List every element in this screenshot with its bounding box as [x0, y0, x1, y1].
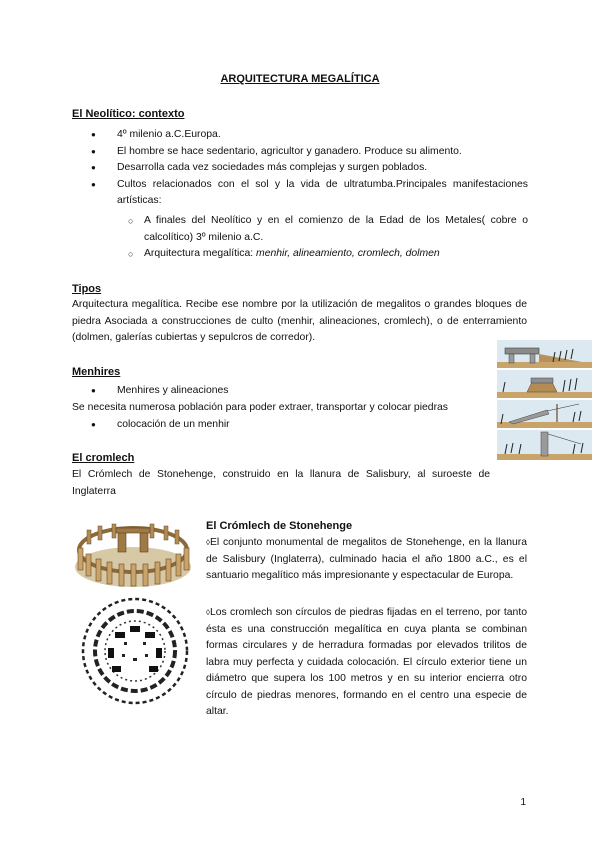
menhires-text: Se necesita numerosa población para poder extraer, transportar y colocar piedras [72, 402, 449, 413]
stonehenge-illustration [72, 512, 194, 592]
neolitico-sub-bullets [128, 213, 528, 263]
section-heading-cromlech: El cromlech [72, 452, 135, 464]
stonehenge-heading: El Crómlech de Stonehenge [206, 520, 353, 532]
menhir-placement-illustration [497, 340, 592, 460]
section-heading-tipos: Tipos [72, 283, 102, 295]
list-item: ● Cultos relacionados con el sol y la vida de ultratumba.Principales manifestaciones artísticas: [91, 177, 528, 210]
diamond-icon: ◊ [206, 608, 210, 617]
stonehenge-plan-illustration [80, 596, 190, 706]
list-item: ○ A finales del Neolítico y en el comienzo de la Edad de los Metales( cobre o calcolítico) 3º milenio a.C. [128, 213, 528, 246]
list-item: ● colocación de un menhir [91, 417, 391, 434]
sub-bullet-label: Arquitectura megalítica: [144, 248, 257, 259]
section-heading-neolitico: El Neolítico: contexto [72, 108, 185, 120]
paragraph-text: El conjunto monumental de megalitos de Stonehenge, en la llanura de Salisbury (Inglaterra), culminado hacia el año 1800 a.C., es el santuario megalítico más impresionante y espectacular de Europa. [206, 537, 527, 581]
paragraph-text: Los cromlech son círculos de piedras fijadas en el terreno, por tanto ésta es una construcción megalítica en cuya planta se combinan formas circulares y de herradura formadas por elevados trilitos de labra muy perfecta y cuidada colocación. El círculo exterior tiene un diámetro que supera los 100 metros y en su interior encierra otro círculo de piedras menores, formando en el centro una especie de altar. [206, 607, 527, 717]
stonehenge-paragraph-1 [206, 535, 527, 585]
list-item: ● Desarrolla cada vez sociedades más complejas y surgen poblados. [91, 160, 528, 177]
page-number: 1 [520, 797, 526, 808]
list-item: ● El hombre se hace sedentario, agricultor y ganadero. Produce su alimento. [91, 144, 528, 161]
sub-bullet-italic: menhir, alineamiento, cromlech, dolmen [256, 248, 440, 259]
neolitico-bullets [91, 127, 528, 210]
menhires-bullet-2 [91, 417, 391, 434]
page-title: ARQUITECTURA MEGALÍTICA [220, 73, 380, 85]
cromlech-text: El Crómlech de Stonehenge, construido en la llanura de Salisbury, al suroeste de Inglaterra [72, 469, 490, 497]
stonehenge-paragraph-2 [206, 605, 527, 721]
menhires-bullet-1 [91, 383, 391, 400]
list-item: ● 4º milenio a.C.Europa. [91, 127, 528, 144]
list-item: ● Menhires y alineaciones [91, 383, 391, 400]
list-item [128, 246, 528, 263]
section-heading-menhires: Menhires [72, 366, 121, 378]
diamond-icon: ◊ [206, 538, 210, 547]
tipos-text: Arquitectura megalítica. Recibe ese nombre por la utilización de megalitos o grandes bloques de piedra Asociada a construcciones de culto (menhir, alineaciones, cromlech), o de enterramiento (dolmen, galerías cubiertas y sepulcros de corredor). [72, 299, 527, 343]
